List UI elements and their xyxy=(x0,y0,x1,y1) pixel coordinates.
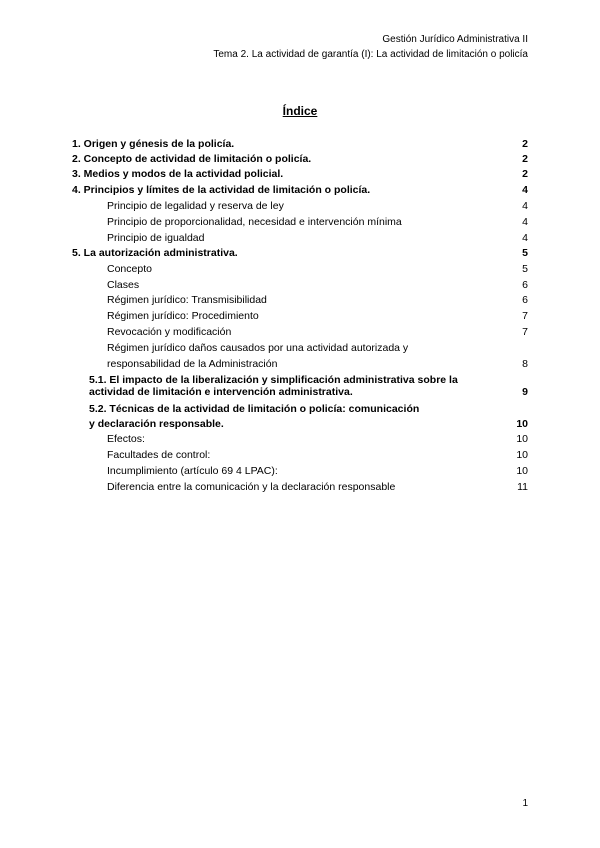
toc-section-entry[interactable]: actividad de limitación e intervención administrativa. 9 xyxy=(89,386,528,398)
toc-subentry[interactable]: Concepto 5 xyxy=(107,263,528,275)
toc-subentry[interactable]: Principio de legalidad y reserva de ley 4 xyxy=(107,200,528,212)
toc-subentry[interactable]: Diferencia entre la comunicación y la declaración responsable 11 xyxy=(107,481,528,493)
index-title: Índice xyxy=(282,104,318,118)
toc-entry[interactable]: 3. Medios y modos de la actividad policial. 2 xyxy=(72,168,528,180)
toc-subentry[interactable]: Revocación y modificación 7 xyxy=(107,326,528,338)
toc-subentry[interactable]: Régimen jurídico: Transmisibilidad 6 xyxy=(107,294,528,306)
toc-entry[interactable]: 4. Principios y límites de la actividad de limitación o policía. 4 xyxy=(72,184,528,196)
toc-entry[interactable]: 2. Concepto de actividad de limitación o policía. 2 xyxy=(72,153,528,165)
toc-subentry[interactable]: Régimen jurídico daños causados por una actividad autorizada y xyxy=(107,342,409,354)
toc-subentry[interactable]: responsabilidad de la Administración 8 xyxy=(107,358,528,370)
toc-subentry[interactable]: Régimen jurídico: Procedimiento 7 xyxy=(107,310,528,322)
toc-subentry[interactable]: Principio de igualdad 4 xyxy=(107,232,528,244)
toc-section-entry[interactable]: 5.1. El impacto de la liberalización y simplificación administrativa sobre la xyxy=(89,374,458,386)
toc-entry[interactable]: 5. La autorización administrativa. 5 xyxy=(72,247,528,259)
toc-section-entry[interactable]: 5.2. Técnicas de la actividad de limitación o policía: comunicación xyxy=(89,403,420,415)
toc-entry[interactable]: 1. Origen y génesis de la policía. 2 xyxy=(72,138,528,150)
toc-subentry[interactable]: Clases 6 xyxy=(107,279,528,291)
running-header-course: Gestión Jurídico Administrativa II xyxy=(382,34,528,45)
page-number: 1 xyxy=(522,798,528,809)
toc-subentry[interactable]: Efectos: 10 xyxy=(107,433,528,445)
toc-subentry[interactable]: Principio de proporcionalidad, necesidad e intervención mínima 4 xyxy=(107,216,528,228)
toc-section-entry[interactable]: y declaración responsable. 10 xyxy=(89,418,528,430)
toc-subentry[interactable]: Facultades de control: 10 xyxy=(107,449,528,461)
toc-subentry[interactable]: Incumplimiento (artículo 69 4 LPAC): 10 xyxy=(107,465,528,477)
running-header-topic: Tema 2. La actividad de garantía (I): La actividad de limitación o policía xyxy=(213,49,528,60)
